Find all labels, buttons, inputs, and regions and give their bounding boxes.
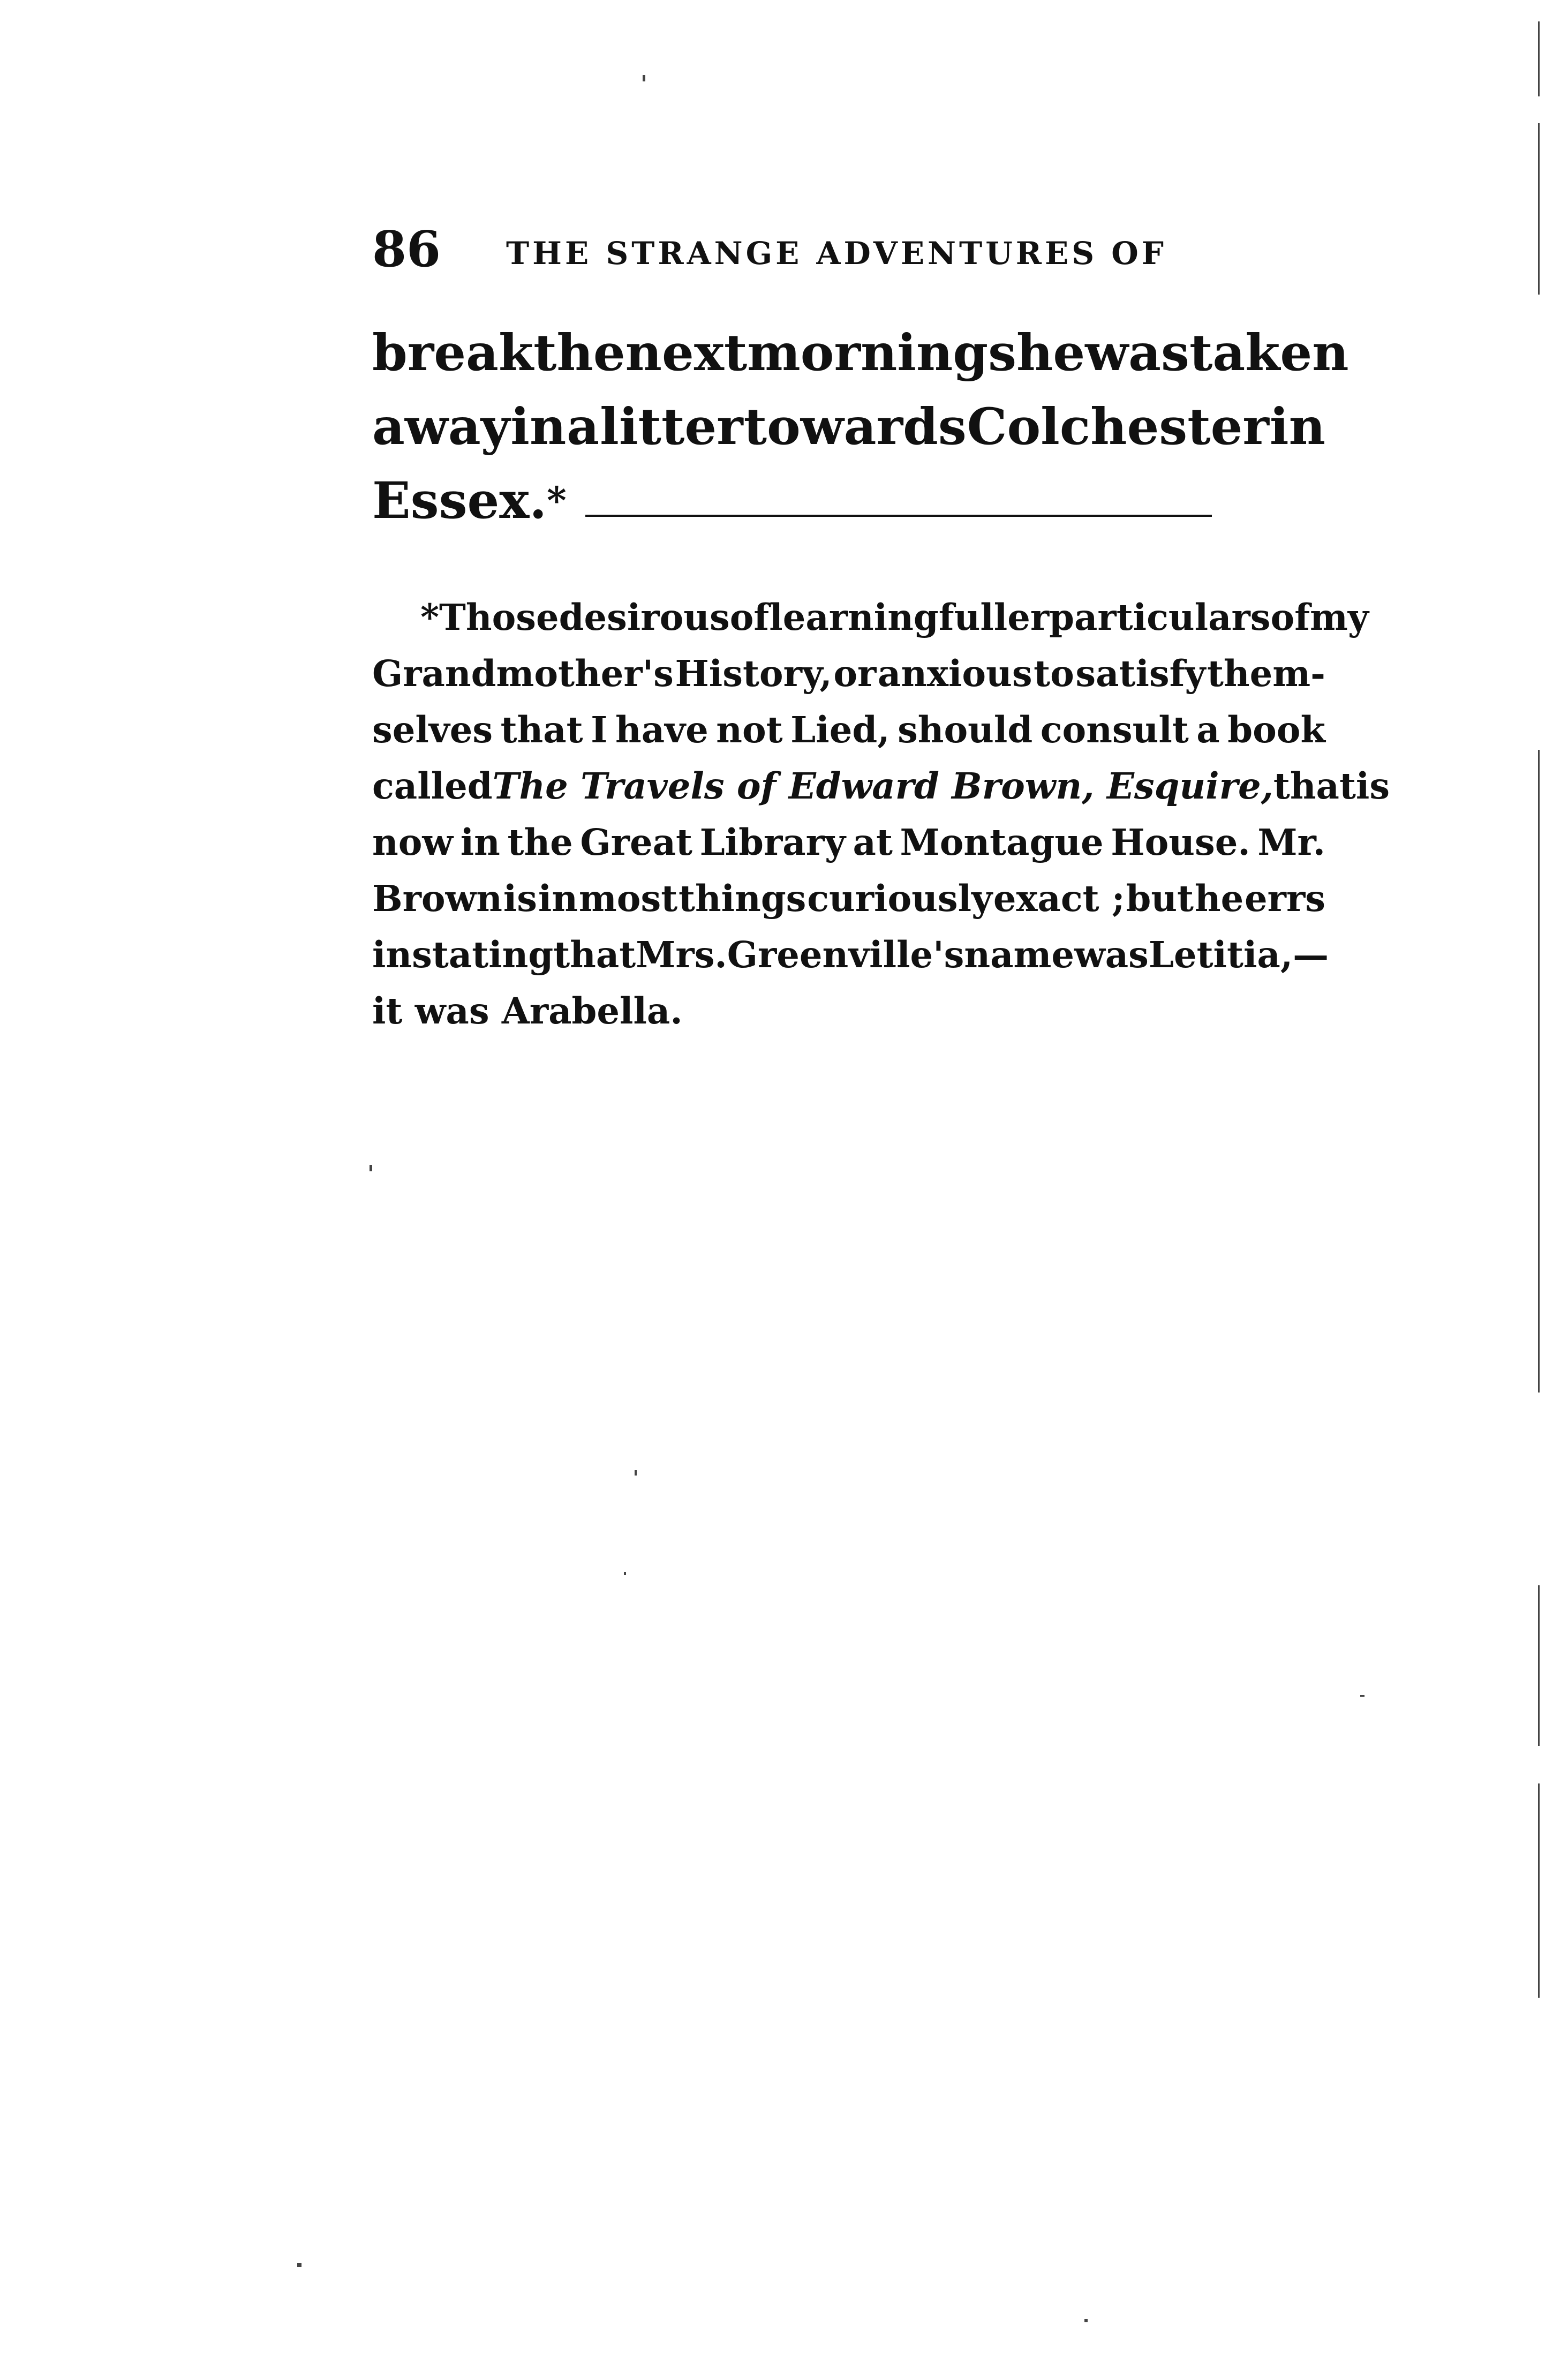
word: Mrs.	[636, 934, 727, 976]
word: now	[372, 821, 454, 863]
word: Montague	[900, 821, 1104, 863]
footnote	[372, 589, 1390, 1039]
word: fuller	[938, 596, 1050, 638]
book-title: The Travels of Edward Brown, Esquire,	[492, 765, 1273, 807]
scan-edge-mark	[1538, 21, 1540, 96]
word: he	[1194, 877, 1244, 920]
word: Essex.	[372, 471, 547, 530]
word: curiously	[807, 877, 993, 920]
word: is	[1355, 765, 1390, 807]
word: History,	[675, 652, 832, 695]
word: she	[988, 323, 1085, 382]
word: consult	[1040, 709, 1189, 751]
word: in	[372, 934, 412, 976]
word: in	[510, 397, 567, 456]
word: selves	[372, 709, 493, 751]
word: morning	[747, 323, 989, 382]
word: Great	[580, 821, 692, 863]
footnote-line-4	[372, 758, 1390, 814]
word: things	[679, 877, 806, 920]
word: that	[1273, 765, 1356, 807]
word: in	[538, 877, 578, 920]
word: Letitia,—	[1148, 934, 1329, 976]
word: name	[964, 934, 1075, 976]
word: in	[1269, 397, 1325, 456]
scan-edge-mark	[1538, 750, 1540, 1393]
word: particulars	[1049, 596, 1271, 638]
footnote-line-7	[372, 927, 1329, 983]
word: of	[1270, 596, 1310, 638]
footnote-rule	[585, 515, 1212, 517]
word: Lied,	[790, 709, 890, 751]
footnote-line-1	[372, 589, 1369, 645]
word: Those	[439, 596, 559, 638]
scan-speck	[643, 75, 645, 81]
footnote-marker: *	[547, 478, 567, 523]
word: in	[460, 821, 500, 863]
word: a	[567, 397, 600, 456]
word: Library	[699, 821, 846, 863]
word: Colchester	[967, 397, 1269, 456]
word: exact ;	[993, 877, 1125, 920]
main-text-line-2	[372, 390, 1325, 464]
word: most	[578, 877, 678, 920]
word: taken	[1189, 323, 1349, 382]
word: desirous	[559, 596, 730, 638]
footnote-line-5	[372, 814, 1325, 870]
word: next	[625, 323, 748, 382]
word: Brown	[372, 877, 503, 920]
word: my	[1310, 596, 1369, 638]
main-text-line-1	[372, 316, 1349, 390]
word: was	[1074, 934, 1149, 976]
word: called	[372, 765, 493, 807]
running-head	[372, 217, 1336, 281]
footnote-line-2	[372, 645, 1325, 702]
word: learning	[769, 596, 939, 638]
word: the	[533, 323, 625, 382]
word: is	[503, 877, 538, 920]
word: I	[591, 709, 608, 751]
word: was	[1085, 323, 1189, 382]
scan-speck	[624, 1572, 626, 1575]
word: a	[1196, 709, 1220, 751]
word: litter	[600, 397, 743, 456]
footnote-line-8	[372, 983, 1325, 1039]
footnote-marker: *	[420, 596, 440, 638]
main-text	[372, 316, 1349, 538]
word: anxious	[877, 652, 1032, 695]
scan-speck	[297, 2263, 301, 2267]
scan-edge-mark	[1538, 1585, 1540, 1746]
word: that	[553, 934, 636, 976]
footnote-last-line: it was Arabella.	[372, 990, 683, 1032]
running-title: THE STRANGE ADVENTURES OF	[506, 235, 1167, 272]
main-text-line-3	[372, 464, 1325, 538]
scan-speck	[1360, 1695, 1365, 1697]
word: that	[500, 709, 583, 751]
word: satisfy	[1075, 652, 1206, 695]
word: at	[853, 821, 893, 863]
word: the	[507, 821, 573, 863]
scan-edge-mark	[1538, 1783, 1540, 1998]
word: to	[1034, 652, 1074, 695]
footnote-line-3	[372, 702, 1325, 758]
word: but	[1126, 877, 1194, 920]
word: not	[716, 709, 783, 751]
scan-speck	[1084, 2319, 1088, 2322]
word: or	[833, 652, 877, 695]
word: book	[1227, 709, 1325, 751]
scan-edge-mark	[1538, 123, 1540, 295]
word: stating	[412, 934, 554, 976]
word: of	[729, 596, 770, 638]
word: House.	[1111, 821, 1250, 863]
word: away	[372, 397, 510, 456]
word: should	[898, 709, 1033, 751]
footnote-line-6	[372, 870, 1325, 927]
word: them-	[1207, 652, 1325, 695]
word: Mr.	[1257, 821, 1325, 863]
word: Greenville's	[727, 934, 964, 976]
word: break	[372, 323, 534, 382]
scan-speck	[635, 1470, 637, 1476]
scan-speck	[370, 1165, 372, 1171]
page-number: 86	[372, 220, 441, 278]
word: have	[615, 709, 708, 751]
word: towards	[743, 397, 967, 456]
word: Grandmother's	[372, 652, 674, 695]
word: errs	[1245, 877, 1325, 920]
